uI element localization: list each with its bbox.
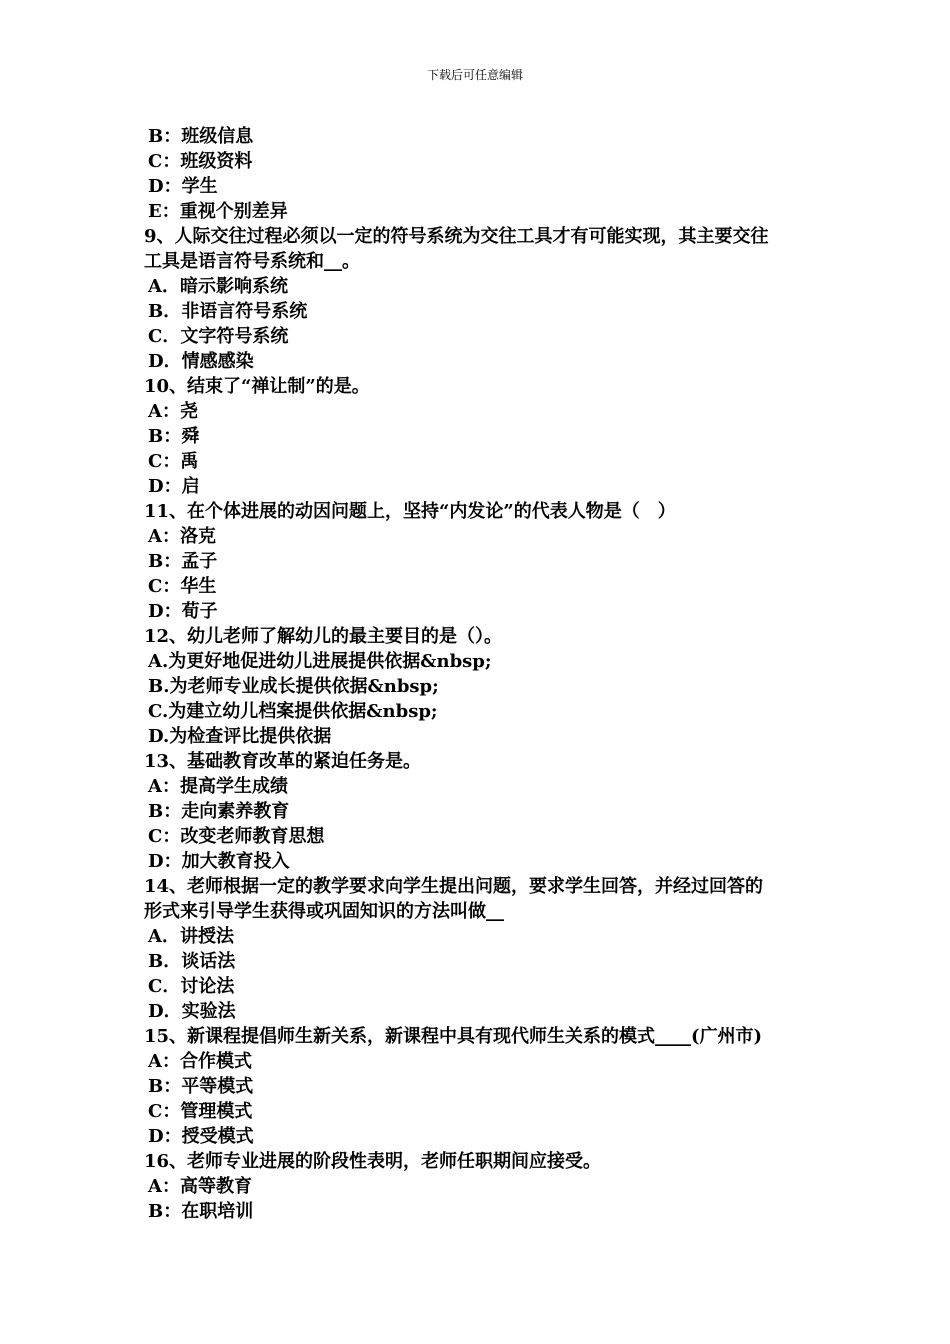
answer-option-line: A：尧	[148, 401, 198, 422]
answer-option-line: B：平等模式	[148, 1076, 254, 1097]
answer-option-line: C．讨论法	[148, 976, 235, 997]
answer-option-line: C：管理模式	[148, 1101, 253, 1122]
question-line: 12、幼儿老师了解幼儿的最主要目的是（）。	[144, 626, 503, 647]
document-body	[144, 124, 824, 1224]
question-line: 10、结束了“禅让制”的是。	[144, 376, 370, 397]
answer-option-line: E：重视个别差异	[148, 201, 288, 222]
answer-option-line: A：合作模式	[148, 1051, 252, 1072]
question-line: 11、在个体进展的动因问题上，坚持“内发论”的代表人物是（ ）	[144, 501, 676, 522]
answer-option-line: C：改变老师教育思想	[148, 826, 325, 847]
answer-option-line: B：班级信息	[148, 126, 254, 147]
question-line: 13、基础教育改革的紧迫任务是。	[144, 751, 422, 772]
question-line: 形式来引导学生获得或巩固知识的方法叫做__	[144, 901, 504, 922]
question-line: 工具是语言符号系统和__。	[144, 251, 360, 272]
answer-option-line: C.为建立幼儿档案提供依据&nbsp;	[148, 701, 438, 722]
page-header: 下载后可任意编辑	[426, 68, 523, 82]
answer-option-line: A：高等教育	[148, 1176, 252, 1197]
answer-option-line: C．文字符号系统	[148, 326, 289, 347]
answer-option-line: D：启	[148, 476, 200, 497]
answer-option-line: B：在职培训	[148, 1201, 254, 1222]
answer-option-line: A．讲授法	[148, 926, 234, 947]
answer-option-line: B.为老师专业成长提供依据&nbsp;	[148, 676, 439, 697]
answer-option-line: C：班级资料	[148, 151, 253, 172]
question-line: 16、老师专业进展的阶段性表明，老师任职期间应接受。	[144, 1151, 602, 1172]
answer-option-line: D：加大教育投入	[148, 851, 290, 872]
answer-option-line: D：荀子	[148, 601, 218, 622]
answer-option-line: B：舜	[148, 426, 200, 447]
answer-option-line: A：洛克	[148, 526, 216, 547]
answer-option-line: C：禹	[148, 451, 199, 472]
question-line: 14、老师根据一定的教学要求向学生提出问题，要求学生回答，并经过回答的	[144, 876, 764, 897]
answer-option-line: D：学生	[148, 176, 218, 197]
answer-option-line: B．谈话法	[148, 951, 236, 972]
answer-option-line: B：孟子	[148, 551, 218, 572]
answer-option-line: D：授受模式	[148, 1126, 254, 1147]
question-line: 15、新课程提倡师生新关系，新课程中具有现代师生关系的模式____(广州市)	[144, 1026, 763, 1047]
answer-option-line: A．暗示影响系统	[148, 276, 288, 297]
answer-option-line: D．实验法	[148, 1001, 236, 1022]
question-line: 9、人际交往过程必须以一定的符号系统为交往工具才有可能实现，其主要交往	[144, 226, 769, 247]
answer-option-line: A.为更好地促进幼儿进展提供依据&nbsp;	[148, 651, 492, 672]
answer-option-line: D．情感感染	[148, 351, 254, 372]
answer-option-line: A：提高学生成绩	[148, 776, 288, 797]
answer-option-line: B：走向素养教育	[148, 801, 290, 822]
answer-option-line: D.为检查评比提供依据	[148, 726, 332, 747]
answer-option-line: B．非语言符号系统	[148, 301, 308, 322]
answer-option-line: C：华生	[148, 576, 217, 597]
